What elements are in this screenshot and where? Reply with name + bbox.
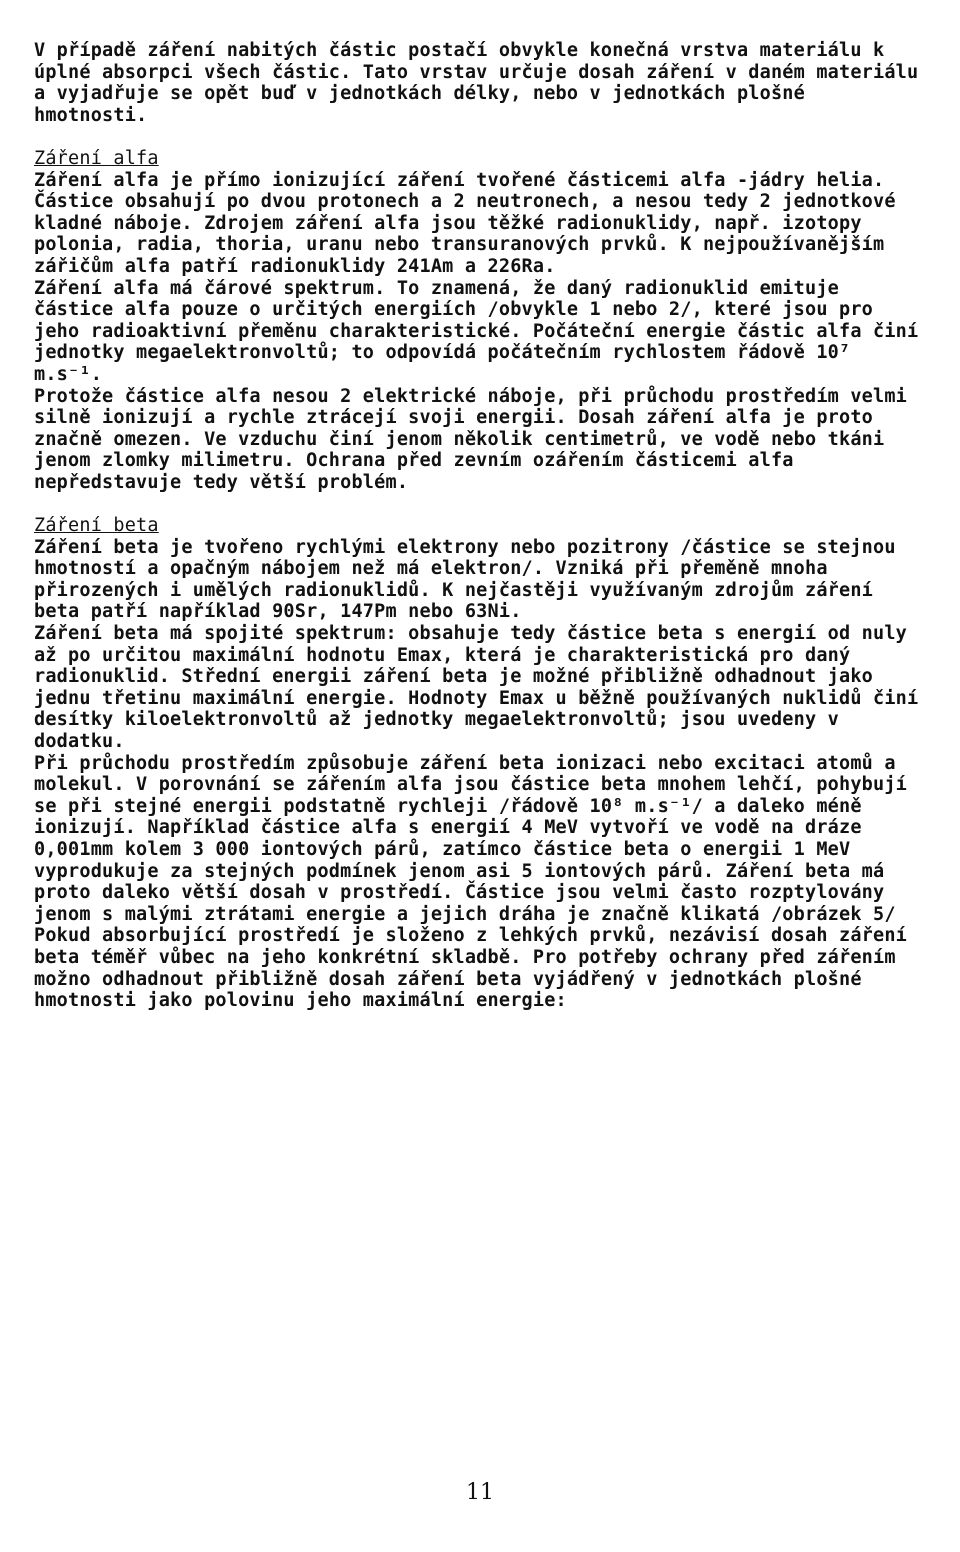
alpha-paragraph-2: Záření alfa má čárové spektrum. To znamená, že daný radionuklid emituje částice alfa pouze o určitých energiích /obvykle 1 nebo 2/, které jsou pro jeho radioaktivní přeměnu charakteristické. Počáteční energie částic alfa činí jednotky megaelektronvoltů; to odpovídá počátečním rychlostem řádově 10⁷ m.s⁻¹. [34,277,919,385]
beta-paragraph-1: Záření beta je tvořeno rychlými elektrony nebo pozitrony /částice se stejnou hmotností a opačným nábojem než má elektron/. Vzniká při přeměně mnoha přirozených i umělých radionuklidů. K nejčastěji využívaným zdrojům záření beta patří například 90Sr, 147Pm nebo 63Ni. [34,536,896,623]
alpha-paragraph-1: Záření alfa je přímo ionizující záření tvořené částicemi alfa -jádry helia. Částice obsahují po dvou protonech a 2 neutronech, a nesou tedy 2 jednotkové kladné náboje. Zdrojem záření alfa jsou těžké radionuklidy, např. izotopy polonia, radia, thoria, uranu nebo transuranových prvků. K nejpoužívanějším zářičům alfa patří radionuklidy 241Am a 226Ra. [34,169,896,277]
alpha-heading: Záření alfa [34,147,159,169]
intro-paragraph: V případě záření nabitých částic postačí obvykle konečná vrstva materiálu k úplné absorpci všech částic. Tato vrstav určuje dosah záření v daném materiálu a vyjadřuje se opět buď v jednotkách délky, nebo v jednotkách plošné hmotnosti. [34,40,919,126]
document-page [34,40,924,1012]
beta-paragraph-4: Pokud absorbující prostředí je složeno z lehkých prvků, nezávisí dosah záření beta téměř vůbec na jeho konkrétní skladbě. Pro potřeby ochrany před zářením možno odhadnout přibližně dosah záření beta vyjádřený v jednotkách plošné hmotnosti jako polovinu jeho maximální energie: [34,925,908,1012]
beta-heading: Záření beta [34,515,159,537]
beta-paragraph-2: Záření beta má spojité spektrum: obsahuje tedy částice beta s energií od nuly až po určitou maximální hodnotu Emax, která je charakteristická pro daný radionuklid. Střední energii záření beta je možné přibližně odhadnout jako jednu třetinu maximální energie. Hodnoty Emax u běžně používaných nuklidů činí desítky kiloelektronvoltů až jednotky megaelektronvoltů; jsou uvedeny v dodatku. [34,623,919,752]
beta-paragraph-3: Při průchodu prostředím způsobuje záření beta ionizaci nebo excitaci atomů a molekul. V porovnání se zářením alfa jsou částice beta mnohem lehčí, pohybují se při stejné energii podstatně rychleji /řádově 10⁸ m.s⁻¹/ a daleko méně ionizují. Například částice alfa s energií 4 MeV vytvoří ve vodě na dráze 0,001mm kolem 3 000 iontových párů, zatímco částice beta o energii 1 MeV vyprodukuje za stejných podmínek jenom asi 5 iontových párů. Záření beta má proto daleko větší dosah v prostředí. Částice jsou velmi často rozptylovány jenom s malými ztrátami energie a jejich dráha je značně klikatá /obrázek 5/ [34,752,908,925]
alpha-paragraph-3: Protože částice alfa nesou 2 elektrické náboje, při průchodu prostředím velmi silně ionizují a rychle ztrácejí svoji energii. Dosah záření alfa je proto značně omezen. Ve vzduchu činí jenom několik centimetrů, ve vodě nebo tkáni jenom zlomky milimetru. Ochrana před zevním ozářením částicemi alfa nepředstavuje tedy větší problém. [34,385,908,493]
page-number: 11 [466,1480,494,1505]
